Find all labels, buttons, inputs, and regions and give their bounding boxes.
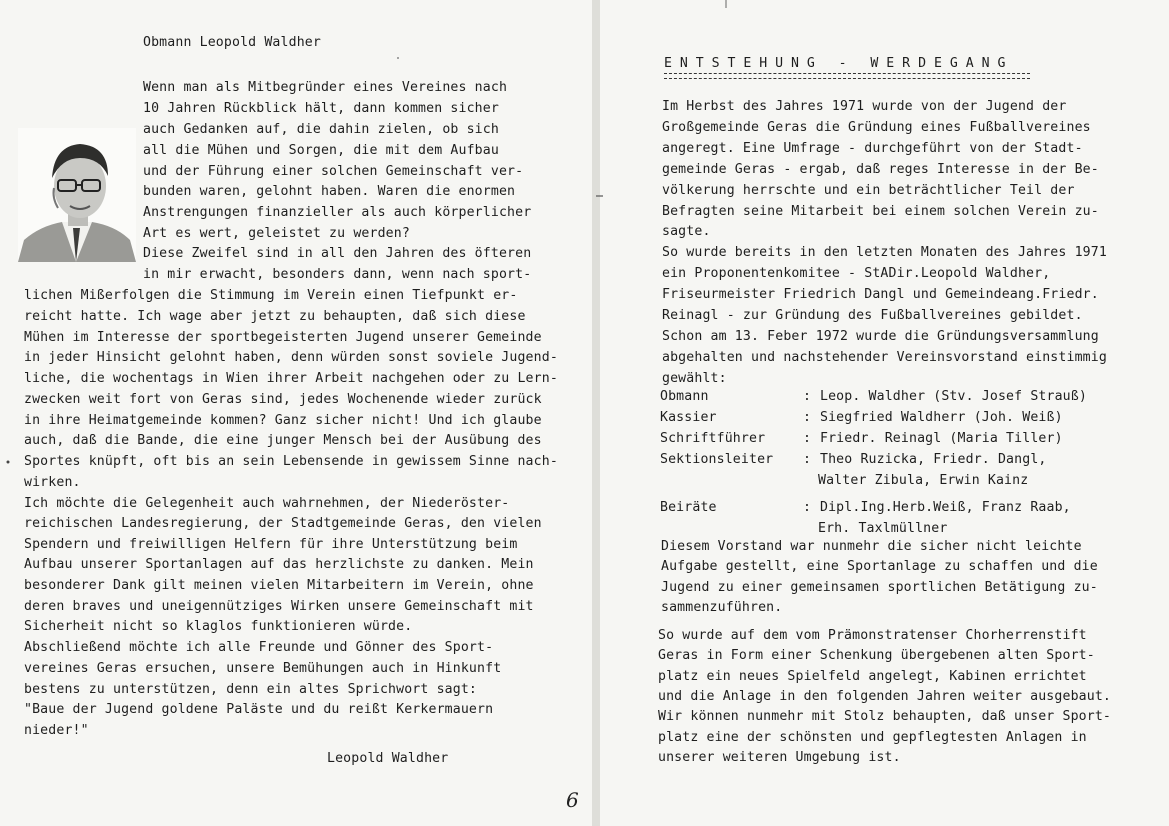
board-role: Obmann	[660, 389, 709, 404]
body-line: Mühen im Interesse der sportbegeisterten Jugend unserer Gemeinde	[24, 330, 542, 345]
body-line: vereines Geras ersuchen, unsere Bemühungen auch in Hinkunft	[24, 661, 502, 676]
body-line: deren braves und uneigennütziges Wirken unsere Gemeinschaft mit	[24, 599, 534, 614]
body-line: Sportes knüpft, oft bis an sein Lebensende in gewissem Sinne nach-	[24, 454, 558, 469]
body-line: Friseurmeister Friedrich Dangl und Gemeindeang.Friedr.	[662, 287, 1099, 303]
body-line: bestens zu unterstützen, denn ein altes Sprichwort sagt:	[24, 682, 478, 697]
body-line: liche, die wochentags in Wien ihrer Arbeit nachgehen oder zu Lern-	[24, 371, 558, 386]
board-names: Leop. Waldher (Stv. Josef Strauß)	[820, 389, 1087, 404]
body-line: Wenn man als Mitbegründer eines Vereines nach	[143, 80, 508, 95]
body-line: abgehalten und nachstehender Vereinsvorstand einstimmig	[662, 349, 1107, 365]
body-line: unserer weiteren Umgebung ist.	[658, 749, 901, 765]
body-line: Sicherheit nicht so klaglos funktionieren würde.	[24, 619, 413, 634]
body-line: zwecken weit fort von Geras sind, jedes Wochenende wieder zurück	[24, 392, 542, 407]
board-role: Schriftführer	[660, 431, 766, 446]
body-line: reicht hatte. Ich wage aber jetzt zu behaupten, daß sich diese	[24, 309, 526, 324]
board-names: Theo Ruzicka, Friedr. Dangl,	[820, 452, 1047, 467]
body-line: auch, daß die Bande, die eine junger Mensch bei der Ausübung des	[24, 433, 542, 448]
body-line: Schon am 13. Feber 1972 wurde die Gründungsversammlung	[662, 328, 1099, 344]
body-line: Abschließend möchte ich alle Freunde und Gönner des Sport-	[24, 640, 494, 655]
body-line: platz eine der schönsten und gepflegtesten Anlagen in	[658, 729, 1087, 745]
heading-double-underline	[664, 73, 1030, 79]
body-line: 10 Jahren Rückblick hält, dann kommen sicher	[143, 101, 499, 116]
body-line: völkerung herrschte und ein beträchtlicher Teil der	[662, 182, 1075, 198]
board-colon: :	[803, 389, 812, 404]
body-line: Diesem Vorstand war nunmehr die sicher nicht leichte	[661, 539, 1082, 554]
body-line: Im Herbst des Jahres 1971 wurde von der Jugend der	[662, 99, 1067, 114]
board-colon: :	[803, 431, 812, 446]
body-line: sagte.	[662, 224, 711, 240]
signature-name: Leopold Waldher	[327, 751, 449, 766]
body-line: wirken.	[24, 475, 81, 490]
body-line: reichischen Landesregierung, der Stadtgemeinde Geras, den vielen	[24, 516, 542, 531]
body-line: So wurde bereits in den letzten Monaten des Jahres 1971	[662, 245, 1107, 261]
board-role: Sektionsleiter	[660, 452, 774, 467]
body-line: und der Führung einer solchen Gemeinschaft ver-	[143, 164, 524, 179]
board-role: Beiräte	[660, 500, 717, 515]
board-names: Friedr. Reinagl (Maria Tiller)	[820, 431, 1063, 446]
board-colon: :	[803, 452, 812, 467]
body-line: und die Anlage in den folgenden Jahren weiter ausgebaut.	[658, 688, 1112, 704]
body-line: gemeinde Geras - ergab, daß reges Interesse in der Be-	[662, 161, 1099, 177]
page-number: 6	[566, 788, 579, 812]
board-colon: :	[803, 410, 812, 425]
body-line: Ich möchte die Gelegenheit auch wahrnehmen, der Niederöster-	[24, 496, 510, 511]
body-line: Spendern und freiwilligen Helfern für ihre Unterstützung beim	[24, 537, 518, 552]
body-line: angeregt. Eine Umfrage - durchgeführt von der Stadt-	[662, 140, 1083, 156]
page-heading-right: E N T S T E H U N G - W E R D E G A N G	[664, 56, 1006, 71]
body-line: Wir können nunmehr mit Stolz behaupten, daß unser Sport-	[658, 709, 1112, 725]
body-line: all die Mühen und Sorgen, die mit dem Aufbau	[143, 143, 499, 158]
body-line: sammenzuführen.	[661, 599, 783, 615]
book-gutter	[592, 0, 600, 826]
body-line: Art es wert, geleistet zu werden?	[143, 226, 410, 241]
body-line: lichen Mißerfolgen die Stimmung im Verein einen Tiefpunkt er-	[24, 288, 518, 303]
board-colon: :	[803, 500, 812, 515]
body-line: in mir erwacht, besonders dann, wenn nach sport-	[143, 267, 532, 282]
body-line: Jugend zu einer gemeinsamen sportlichen Betätigung zu-	[661, 579, 1098, 595]
body-line: besonderer Dank gilt meinen vielen Mitarbeitern im Verein, ohne	[24, 578, 534, 593]
body-line: Großgemeinde Geras die Gründung eines Fußballvereines	[662, 119, 1091, 135]
board-names: Walter Zibula, Erwin Kainz	[818, 473, 1029, 488]
body-line: Geras in Form einer Schenkung übergebenen alten Sport-	[658, 648, 1095, 664]
body-line: platz ein neues Spielfeld angelegt, Kabinen errichtet	[658, 668, 1087, 684]
body-line: So wurde auf dem vom Prämonstratenser Chorherrenstift	[658, 628, 1087, 643]
body-line: gewählt:	[662, 370, 727, 386]
portrait-photo	[18, 128, 136, 262]
body-line: bunden waren, gelohnt haben. Waren die enormen	[143, 184, 516, 199]
page-heading-left: Obmann Leopold Waldher	[143, 35, 321, 50]
body-line: "Baue der Jugend goldene Paläste und du reißt Kerkermauern	[24, 702, 494, 717]
body-line: nieder!"	[24, 723, 89, 738]
board-role: Kassier	[660, 410, 717, 425]
body-line: Aufgabe gestellt, eine Sportanlage zu schaffen und die	[661, 559, 1098, 575]
board-names: Dipl.Ing.Herb.Weiß, Franz Raab,	[820, 500, 1071, 515]
body-line: Reinagl - zur Gründung des Fußballvereines gebildet.	[662, 308, 1083, 323]
body-line: in jeder Hinsicht gelohnt haben, denn würden sonst soviele Jugend-	[24, 350, 558, 365]
body-line: ein Proponentenkomitee - StADir.Leopold Waldher,	[662, 266, 1051, 282]
body-line: Anstrengungen finanzieller als auch körperlicher	[143, 205, 532, 220]
board-names: Erh. Taxlmüllner	[818, 521, 948, 536]
body-line: Diese Zweifel sind in all den Jahren des öfteren	[143, 246, 532, 261]
body-line: in ihre Heimatgemeinde kommen? Ganz sicher nicht! Und ich glaube	[24, 413, 542, 428]
body-line: Aufbau unserer Sportanlagen auf das herzlichste zu danken. Mein	[24, 557, 534, 572]
body-line: Befragten seine Mitarbeit bei einem solchen Verein zu-	[662, 203, 1099, 219]
body-line: auch Gedanken auf, die dahin zielen, ob sich	[143, 122, 499, 137]
board-names: Siegfried Waldherr (Joh. Weiß)	[820, 410, 1063, 425]
